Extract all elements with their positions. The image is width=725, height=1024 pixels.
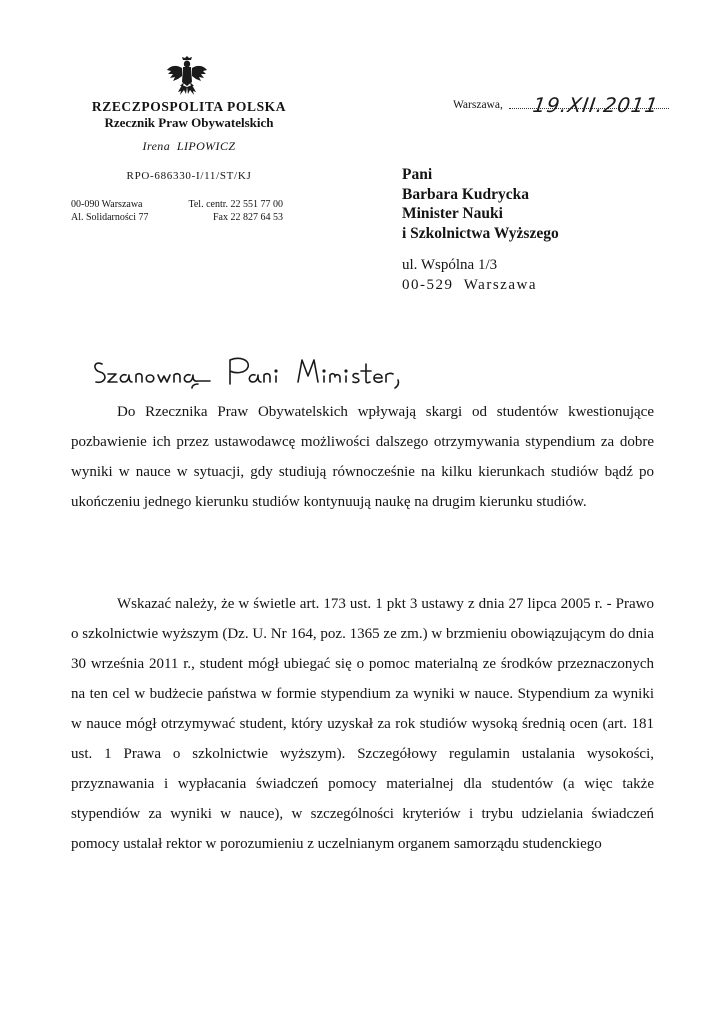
place-label: Warszawa, (453, 99, 503, 111)
org-name: RZECZPOSPOLITA POLSKA (91, 99, 287, 114)
paragraph-text: Do Rzecznika Praw Obywatelskich wpływają skargi od studentów kwestionujące pozbawienie ich przez ustawodawcę możliwości dalszego otrzymywania stypendium za dobre wyniki w nauce w sytuacji, gdy studiują równocześnie na kilku kierunkach studiów bądź po ukończeniu jednego kierunku studiów kontynuują naukę na drugim kierunku studiów. (71, 404, 654, 510)
recipient-line: i Szkolnictwa Wyższego (402, 224, 559, 242)
reference-number: RPO-686330-I/11/ST/KJ (126, 170, 252, 182)
sender-address (71, 198, 149, 224)
sender-phone: Tel. centr. 22 551 77 00 (188, 199, 283, 210)
recipient-address (402, 255, 537, 295)
ombudsman-name: Irena LIPOWICZ (142, 139, 236, 153)
sender-address-line: 00-090 Warszawa (71, 199, 143, 210)
body-paragraph (71, 397, 654, 517)
sender-address-line: Al. Solidarności 77 (71, 212, 149, 223)
recipient-line: Barbara Kudrycka (402, 185, 530, 203)
handwritten-date: 19.XII.2011 (531, 93, 661, 117)
recipient-line: Minister Nauki (402, 205, 503, 222)
body-paragraph (71, 589, 654, 859)
recipient-line: Pani (402, 166, 433, 183)
org-subtitle: Rzecznik Praw Obywatelskich (104, 115, 274, 130)
sender-fax: Fax 22 827 64 53 (213, 212, 283, 223)
recipient-street: ul. Wspólna 1/3 (402, 257, 498, 273)
polish-eagle-emblem-icon (162, 50, 212, 100)
sender-contact (184, 198, 283, 224)
recipient-postal-city: 00-529 Warszawa (402, 277, 537, 293)
recipient-block (402, 165, 559, 243)
place-date (453, 93, 673, 115)
paragraph-text: Wskazać należy, że w świetle art. 173 ust. 1 pkt 3 ustawy z dnia 27 lipca 2005 r. - Prawo o szkolnictwie wyższym (Dz. U. Nr 164, poz. 1365 ze zm.) w brzmieniu obowiązującym do dnia 30 września 2011 r., student mógł ubiegać się o pomoc materialną ze środków przeznaczonych na ten cel w budżecie państwa w formie stypendium za wyniki w nauce. Stypendium za wyniki w nauce mógł otrzymywać student, który uzyskał za rok studiów wysoką średnią ocen (art. 181 ust. 1 Prawa o szkolnictwie wyższym). Szczegółowy regulamin ustalania wysokości, przyznawania i wypłacania świadczeń pomocy materialnej dla studentów (a więc także stypendiów za wyniki w nauce), w szczególności kryteriów i trybu udzielania świadczeń pomocy ustalał rektor w porozumieniu z uczelnianym organem samorządu studenckiego (71, 596, 654, 852)
handwritten-salutation (90, 350, 420, 395)
